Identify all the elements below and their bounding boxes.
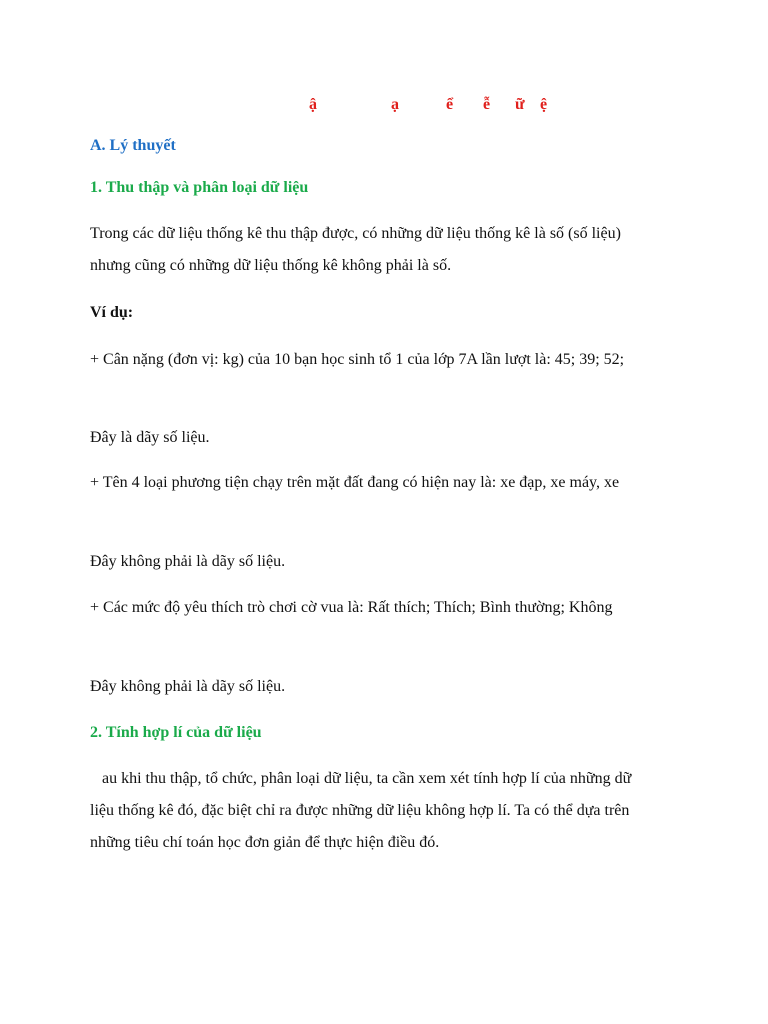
example-text: + Cân nặng (đơn vị: kg) của 10 bạn học sinh tổ 1 của lớp 7A lần lượt là: 45; 39; 52; [90, 351, 625, 368]
paragraph-line: những tiêu chí toán học đơn giản để thực hiện điều đó. [90, 834, 440, 851]
paragraph-line: Trong các dữ liệu thống kê thu thập được, có những dữ liệu thống kê là số (số liệu) [90, 225, 621, 242]
title-fragment: ễ [483, 96, 491, 113]
paragraph-line: au khi thu thập, tổ chức, phân loại dữ liệu, ta cần xem xét tính hợp lí của những dữ [90, 770, 632, 787]
paragraph-line: nhưng cũng có những dữ liệu thống kê không phải là số. [90, 257, 452, 274]
title-fragment: ể [446, 96, 454, 113]
title-fragment: ệ [540, 96, 548, 113]
subsection-1-heading: 1. Thu thập và phân loại dữ liệu [90, 179, 309, 196]
subsection-2-heading: 2. Tính hợp lí của dữ liệu [90, 724, 262, 741]
title-fragment: ậ [309, 96, 317, 113]
example-text: + Các mức độ yêu thích trò chơi cờ vua là: Rất thích; Thích; Bình thường; Không [90, 599, 613, 616]
example-text: + Tên 4 loại phương tiện chạy trên mặt đất đang có hiện nay là: xe đạp, xe máy, xe [90, 474, 620, 491]
example-conclusion: Đây không phải là dãy số liệu. [90, 553, 286, 570]
example-conclusion: Đây là dãy số liệu. [90, 429, 210, 446]
title-fragment: ạ [391, 96, 399, 113]
example-label: Ví dụ: [90, 304, 134, 321]
example-conclusion: Đây không phải là dãy số liệu. [90, 678, 286, 695]
title-fragment: ữ [515, 96, 525, 113]
section-a-heading: A. Lý thuyết [90, 137, 176, 154]
paragraph-line: liệu thống kê đó, đặc biệt chỉ ra được những dữ liệu không hợp lí. Ta có thể dựa trên [90, 802, 630, 819]
